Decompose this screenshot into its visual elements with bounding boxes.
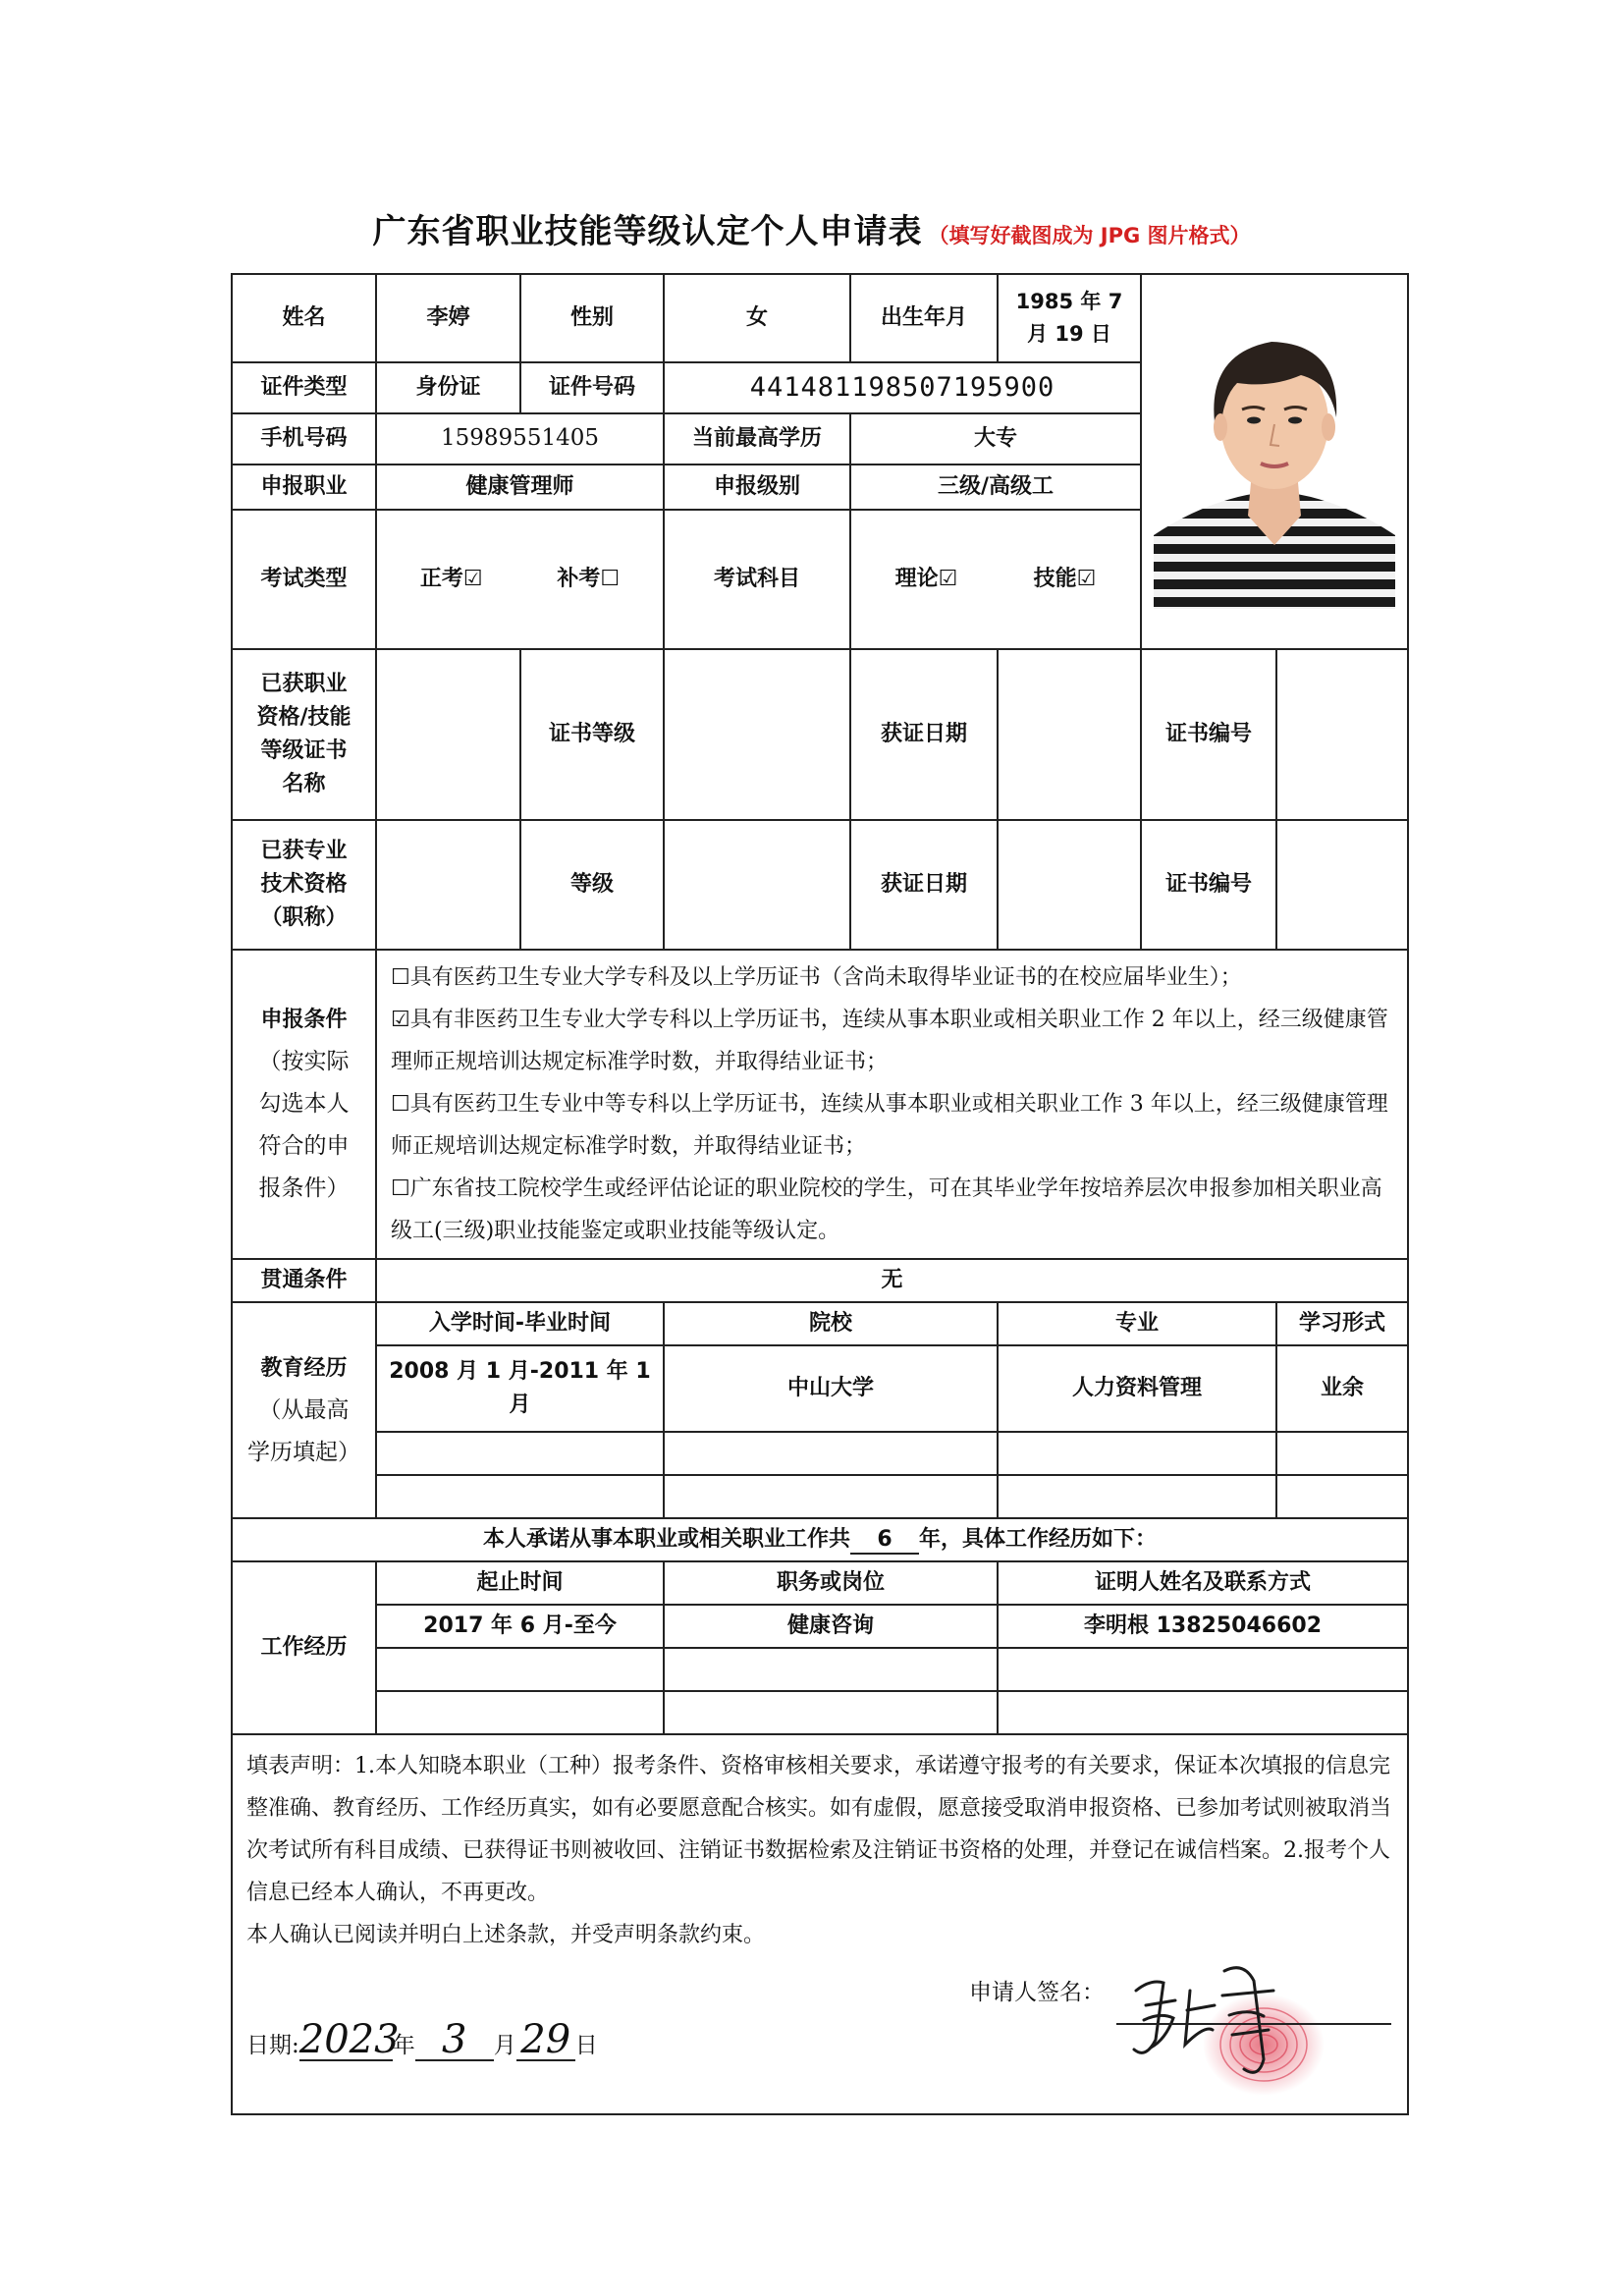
edu-col-major: 专业	[998, 1302, 1276, 1345]
signature-area	[233, 1966, 1407, 2113]
work-row2-time	[376, 1648, 664, 1691]
conditions-label-l1: 申报条件	[260, 1008, 348, 1032]
form-title: 广东省职业技能等级认定个人申请表	[372, 212, 923, 251]
id-type-value: 身份证	[376, 362, 520, 413]
exam-regular-option: 正考☑	[419, 566, 483, 591]
name-value: 李婷	[376, 274, 520, 362]
id-photo	[1142, 314, 1407, 609]
date-year-handwritten: 2023	[298, 2017, 400, 2062]
signature-date	[246, 2017, 598, 2064]
exam-type-options	[376, 510, 664, 649]
edu-row3-mode	[1276, 1475, 1408, 1518]
professional-date-value	[998, 820, 1141, 950]
cert-level-label: 证书等级	[520, 649, 664, 820]
edu-row2-major	[998, 1432, 1276, 1475]
work-row1-post: 健康咨询	[664, 1605, 998, 1648]
edu-row2-time	[376, 1432, 664, 1475]
row-vocational-cert	[232, 649, 1408, 820]
professional-cert-no-label: 证书编号	[1141, 820, 1276, 950]
condition-item-4: ☐广东省技工院校学生或经评估论证的职业院校的学生，可在其毕业学年按培养层次申报参加相关职业高级工(三级)职业技能鉴定或职业技能等级认定。	[391, 1176, 1382, 1243]
row-declaration	[232, 1734, 1408, 1966]
declaration-text: 填表声明：1.本人知晓本职业（工种）报考条件、资格审核相关要求，承诺遵守报考的有关要求，保证本次填报的信息完整准确、教育经历、工作经历真实，如有必要愿意配合核实。如有虚假，愿意接受取消申报资格、已参加考试则被取消当次考试所有科目成绩、已获得证书则被收回、注销证书数据检索及注销证书资格的处理，并登记在诚信档案。2.报考个人信息已经本人确认，不再更改。	[246, 1754, 1392, 1905]
edu-row3-major	[998, 1475, 1276, 1518]
work-row-1	[232, 1605, 1408, 1648]
education-history-label-l2: （从最高	[258, 1396, 350, 1423]
pledge-years: 6	[850, 1527, 919, 1555]
work-row-3	[232, 1691, 1408, 1734]
date-month-handwritten: 3	[415, 2020, 494, 2061]
vocational-cert-no-label: 证书编号	[1141, 649, 1276, 820]
conditions-label-l4: 符合的申	[258, 1133, 350, 1159]
row-conditions	[232, 950, 1408, 1259]
portrait-photo-image	[1154, 314, 1395, 609]
form-title-note: （填写好截图成为 JPG 图片格式）	[928, 224, 1251, 247]
form-title-line	[0, 204, 1623, 252]
conditions-label-l2: （按实际	[258, 1049, 350, 1074]
work-row3-ref	[998, 1691, 1408, 1734]
row-professional-cert	[232, 820, 1408, 950]
conditions-label-l3: 勾选本人	[258, 1091, 350, 1117]
conditions-label-l5: 报条件）	[258, 1175, 350, 1201]
work-row3-time	[376, 1691, 664, 1734]
id-number-value: 441481198507195900	[664, 362, 1141, 413]
vocational-cert-label-l1: 已获职业	[260, 671, 348, 696]
professional-cert-no-value	[1276, 820, 1408, 950]
exam-type-pair	[383, 563, 657, 596]
exam-skill-option: 技能☑	[1033, 566, 1097, 591]
application-form-table	[231, 273, 1409, 2115]
birth-value-line2: 月 19 日	[1027, 322, 1111, 346]
exam-type-label: 考试类型	[232, 510, 376, 649]
work-row-2	[232, 1648, 1408, 1691]
date-day-char: 日	[574, 2033, 598, 2058]
exam-subject-pair	[857, 563, 1134, 596]
vocational-cert-label-l2: 资格/技能	[256, 704, 352, 730]
occupation-value: 健康管理师	[376, 465, 664, 510]
education-value: 大专	[850, 413, 1141, 465]
professional-date-label: 获证日期	[850, 820, 998, 950]
exam-subject-options	[850, 510, 1141, 649]
id-type-label: 证件类型	[232, 362, 376, 413]
education-row-3	[232, 1475, 1408, 1518]
signature-cell	[232, 1966, 1408, 2114]
row-education-header	[232, 1302, 1408, 1345]
edu-col-time: 入学时间-毕业时间	[376, 1302, 664, 1345]
gender-label: 性别	[520, 274, 664, 362]
date-label: 日期:	[246, 2033, 299, 2058]
level-value: 三级/高级工	[850, 465, 1141, 510]
professional-cert-label	[232, 820, 376, 950]
row-pledge	[232, 1518, 1408, 1561]
edu-row1-time: 2008 月 1 月-2011 年 1 月	[376, 1345, 664, 1432]
edu-col-school: 院校	[664, 1302, 998, 1345]
edu-row1-mode: 业余	[1276, 1345, 1408, 1432]
condition-item-1: ☐具有医药卫生专业大学专科及以上学历证书（含尚未取得毕业证书的在校应届毕业生）；	[391, 965, 1242, 990]
level-label: 申报级别	[664, 465, 850, 510]
row-through	[232, 1259, 1408, 1302]
work-history-label: 工作经历	[232, 1561, 376, 1734]
grade-label: 等级	[520, 820, 664, 950]
work-row3-post	[664, 1691, 998, 1734]
gender-value: 女	[664, 274, 850, 362]
row-basic-1	[232, 274, 1408, 362]
name-label: 姓名	[232, 274, 376, 362]
edu-row1-major: 人力资料管理	[998, 1345, 1276, 1432]
photo-cell	[1141, 274, 1408, 649]
row-work-header	[232, 1561, 1408, 1605]
education-history-label-l1: 教育经历	[260, 1355, 348, 1381]
condition-item-2: ☑具有非医药卫生专业大学专科以上学历证书，连续从事本职业或相关职业工作 2 年以上，经三级健康管理师正规培训达规定标准学时数，并取得结业证书；	[391, 1008, 1388, 1074]
work-col-ref: 证明人姓名及联系方式	[998, 1561, 1408, 1605]
date-day-handwritten: 29	[516, 2020, 575, 2061]
work-row2-ref	[998, 1648, 1408, 1691]
work-row1-time: 2017 年 6 月-至今	[376, 1605, 664, 1648]
pledge-suffix: 年，具体工作经历如下：	[919, 1526, 1158, 1552]
phone-value: 15989551405	[376, 413, 664, 465]
vocational-cert-name-value	[376, 649, 520, 820]
edu-row3-school	[664, 1475, 998, 1518]
pledge-prefix: 本人承诺从事本职业或相关职业工作共	[482, 1526, 850, 1552]
birth-label: 出生年月	[850, 274, 998, 362]
row-signature	[232, 1966, 1408, 2114]
declaration-confirm: 本人确认已阅读并明白上述条款，并受声明条款约束。	[246, 1923, 766, 1947]
vocational-cert-label-l3: 等级证书	[260, 738, 348, 763]
work-col-time: 起止时间	[376, 1561, 664, 1605]
grade-value	[664, 820, 850, 950]
professional-cert-label-l3: （职称）	[260, 905, 348, 931]
education-row-1	[232, 1345, 1408, 1432]
occupation-label: 申报职业	[232, 465, 376, 510]
through-value: 无	[376, 1259, 1408, 1302]
professional-cert-label-l2: 技术资格	[260, 871, 348, 897]
edu-row1-school: 中山大学	[664, 1345, 998, 1432]
handwritten-signature-with-fingerprint	[1116, 1951, 1352, 2099]
work-pledge	[232, 1518, 1408, 1561]
through-label: 贯通条件	[232, 1259, 376, 1302]
education-history-label-l3: 学历填起）	[247, 1439, 360, 1465]
work-row1-ref: 李明根 13825046602	[998, 1605, 1408, 1648]
birth-value	[998, 274, 1141, 362]
edu-row2-mode	[1276, 1432, 1408, 1475]
edu-row2-school	[664, 1432, 998, 1475]
vocational-cert-label-l4: 名称	[282, 772, 326, 797]
cert-level-value	[664, 649, 850, 820]
edu-row3-time	[376, 1475, 664, 1518]
date-month-char: 月	[493, 2033, 516, 2058]
work-col-post: 职务或岗位	[664, 1561, 998, 1605]
applicant-signature-label: 申请人签名：	[969, 1980, 1105, 2005]
edu-col-mode: 学习形式	[1276, 1302, 1408, 1345]
exam-makeup-option: 补考☐	[557, 566, 621, 591]
education-label: 当前最高学历	[664, 413, 850, 465]
education-row-2	[232, 1432, 1408, 1475]
phone-label: 手机号码	[232, 413, 376, 465]
birth-value-line1: 1985 年 7	[1015, 290, 1123, 314]
professional-cert-name-value	[376, 820, 520, 950]
id-number-label: 证件号码	[520, 362, 664, 413]
conditions-list	[376, 950, 1408, 1259]
condition-item-3: ☐具有医药卫生专业中等专科以上学历证书，连续从事本职业或相关职业工作 3 年以上，经三级健康管理师正规培训达规定标准学时数，并取得结业证书；	[391, 1092, 1388, 1159]
vocational-cert-no-value	[1276, 649, 1408, 820]
date-year-char: 年	[392, 2033, 415, 2058]
exam-subject-label: 考试科目	[664, 510, 850, 649]
professional-cert-label-l1: 已获专业	[260, 838, 348, 863]
exam-theory-option: 理论☑	[894, 566, 958, 591]
vocational-date-value	[998, 649, 1141, 820]
vocational-date-label: 获证日期	[850, 649, 998, 820]
signature-underline	[1116, 2023, 1391, 2025]
conditions-label	[232, 950, 376, 1259]
work-row2-post	[664, 1648, 998, 1691]
vocational-cert-label	[232, 649, 376, 820]
education-history-label	[232, 1302, 376, 1518]
declaration-cell	[232, 1734, 1408, 1966]
